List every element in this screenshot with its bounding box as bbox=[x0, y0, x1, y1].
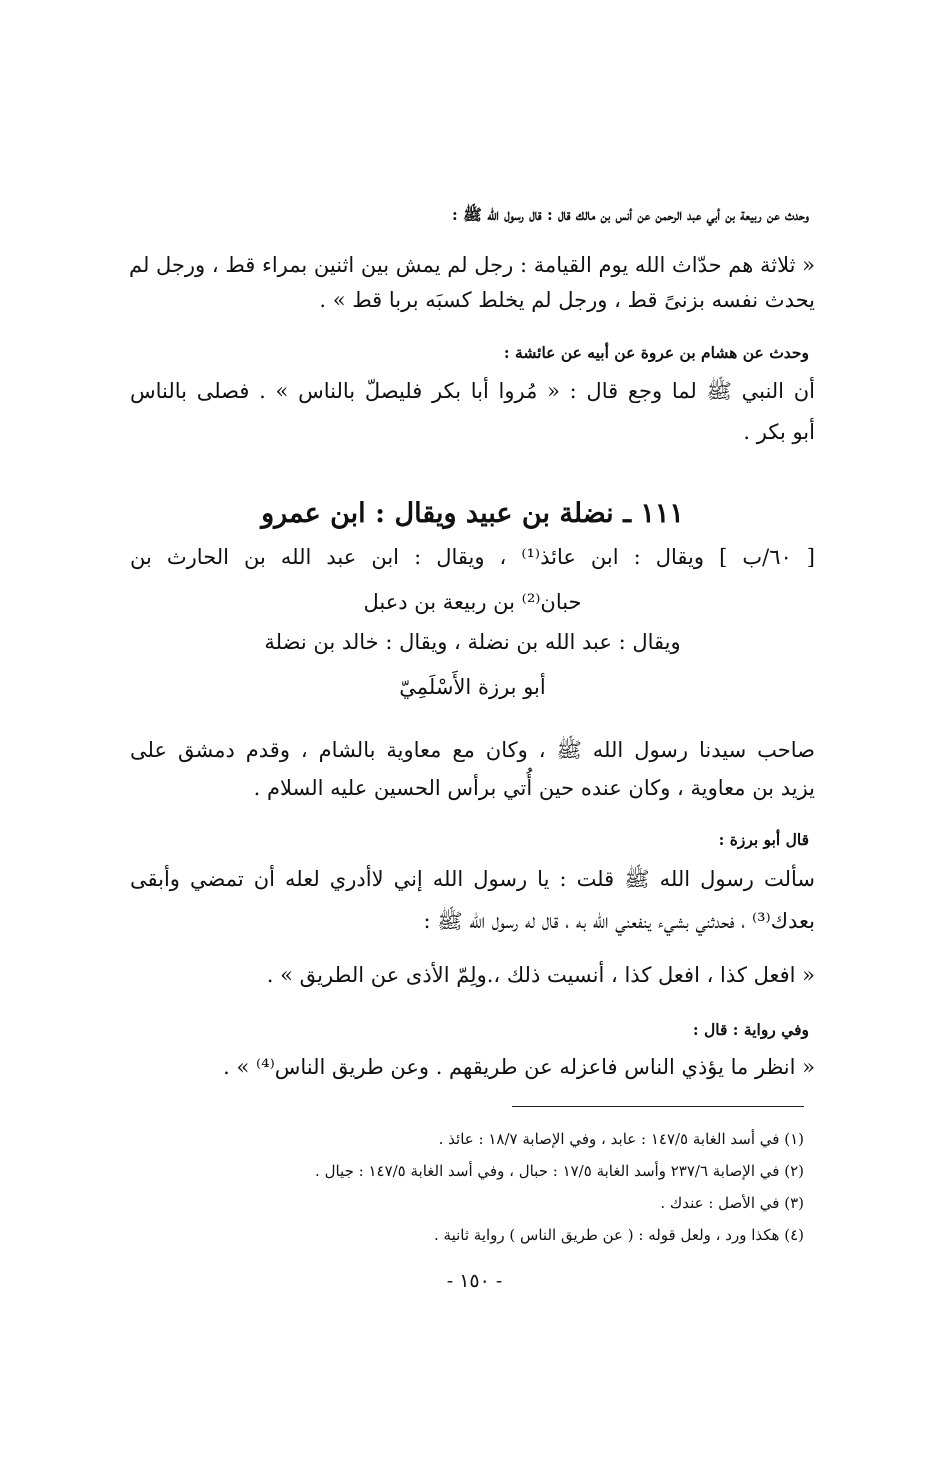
text-line-10: « انظر ما يؤذي الناس فاعزله عن طريقهم . وعن طريق الناس⁽⁴⁾ » . bbox=[223, 1055, 815, 1079]
isnad-line-3: قال أبو برزة : bbox=[718, 830, 809, 849]
footnote-2: (٢) في الإصابة ٢٣٧/٦ وأسد الغابة ١٧/٥ : حبال ، وفي أسد الغابة ١٤٧/٥ : جيال . bbox=[315, 1162, 804, 1180]
isnad-line-2: وحدث عن هشام بن عروة عن أبيه عن عائشة : bbox=[503, 343, 809, 362]
isnad-line-1: وحدث عن ربيعة بن أبي عبد الرحمن عن أنس بن مالك قال : قال رسول الله ﷺ : bbox=[452, 205, 809, 224]
footnote-4: (٤) هكذا ورد ، ولعل قوله : ( عن طريق الناس ) رواية ثانية . bbox=[433, 1226, 804, 1244]
text-line-1: « ثلاثة هم حدّاث الله يوم القيامة : رجل لم يمش بين اثنين بمراء قط ، ورجل لم bbox=[128, 253, 815, 277]
isnad-line-4: وفي رواية : قال : bbox=[692, 1020, 809, 1039]
text-line-5: صاحب سيدنا رسول الله ﷺ ، وكان مع معاوية بالشام ، وقدم دمشق على bbox=[130, 738, 815, 762]
text-line-4: أبو بكر . bbox=[743, 420, 815, 444]
text-line-2: يحدث نفسه بزنىً قط ، ورجل لم يخلط كسبَه بربا قط » . bbox=[319, 288, 815, 312]
footnote-1: (١) في أسد الغابة ١٤٧/٥ : عابد ، وفي الإصابة ١٨/٧ : عائذ . bbox=[438, 1130, 804, 1148]
heading-line-2: حبان⁽²⁾ بن ربيعة بن دعبل bbox=[363, 590, 582, 614]
heading-line-1: [ ٦٠/ب ] ويقال : ابن عائذ⁽¹⁾ ، ويقال : ابن عبد الله بن الحارث بن bbox=[130, 545, 815, 569]
text-line-3: أن النبي ﷺ لما وجع قال : « مُروا أبا بكر فليصلّ بالناس » . فصلى بالناس bbox=[130, 379, 815, 403]
text-line-8: بعدك⁽³⁾ ، فحدثني بشيء ينفعني الله به ، قال له رسول الله ﷺ : bbox=[423, 909, 815, 933]
heading-line-3: ويقال : عبد الله بن نضلة ، ويقال : خالد بن نضلة bbox=[264, 630, 681, 654]
page-number: - ١٥٠ - bbox=[446, 1270, 503, 1292]
footnote-3: (٣) في الأصل : عندك . bbox=[660, 1194, 804, 1212]
text-line-6: يزيد بن معاوية ، وكان عنده حين أُتي برأس الحسين عليه السلام . bbox=[253, 776, 815, 800]
text-line-7: سألت رسول الله ﷺ قلت : يا رسول الله إني لاأدري لعله أن تمضي وأبقى bbox=[130, 867, 815, 891]
text-line-9: « افعل كذا ، افعل كذا ، أنسيت ذلك ،.ولِمّ الأذى عن الطريق » . bbox=[266, 963, 815, 987]
footnote-divider bbox=[512, 1106, 804, 1107]
section-heading: ١١١ ـ نضلة بن عبيد ويقال : ابن عمرو bbox=[261, 498, 684, 529]
heading-line-4: أبو برزة الأَسْلَمِيّ bbox=[399, 675, 546, 699]
